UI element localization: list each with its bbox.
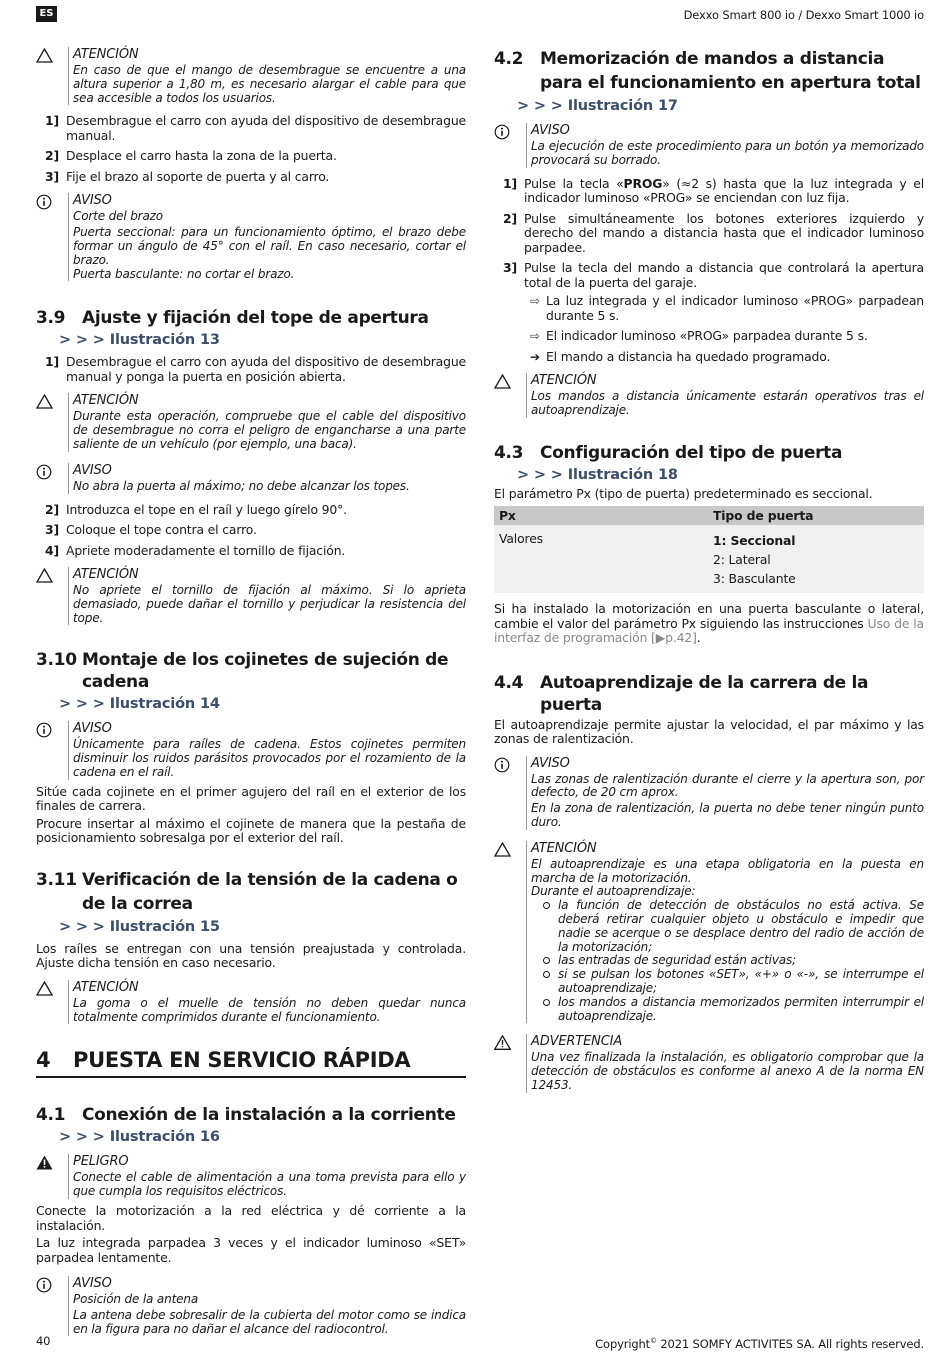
danger-notice [36, 1154, 466, 1199]
paragraph: El autoaprendizaje permite ajustar la velocidad, el par máximo y las zonas de ralentización. [494, 716, 924, 747]
illustration-link[interactable]: > > > Ilustración 15 [59, 918, 220, 935]
step: 2] Desplace el carro hasta la zona de la puerta. [45, 148, 337, 164]
step: 1] Desembrague el carro con ayuda del dispositivo de desembrague manual y ponga la puerta en posición abierta. [45, 354, 466, 384]
document-title: Dexxo Smart 800 io / Dexxo Smart 1000 io [683, 8, 924, 22]
section-heading: 3.10 Montaje de los cojinetes de sujeción de cadena [36, 650, 449, 693]
notice-text: Puerta basculante: no cortar el brazo. [73, 266, 295, 281]
paragraph: Los raíles se entregan con una tensión preajustada y controlada. Ajuste dicha tensión en caso necesario. [36, 940, 466, 971]
step: 1] Desembrague el carro con ayuda del dispositivo de desembrague manual. [45, 113, 466, 143]
attention-notice [494, 373, 924, 418]
final-result: ➔ El mando a distancia ha quedado programado. [524, 350, 924, 365]
notice-text: Durante esta operación, compruebe que el cable del dispositivo de desembrague no corra el peligro de engancharse a una parte saliente de un vehículo (por ejemplo, una baca). [73, 409, 466, 451]
notice-text: Posición de la antena [73, 1292, 199, 1307]
attention-icon [36, 567, 68, 625]
notice-title: ATENCIÓN [73, 47, 139, 62]
table-header: Px [494, 506, 708, 525]
notice-title: AVISO [531, 755, 570, 771]
warning-icon [494, 1034, 526, 1092]
notice-title: ADVERTENCIA [531, 1034, 623, 1050]
notice-title: AVISO [73, 193, 112, 209]
result-arrow-icon: ⇨ [530, 329, 540, 344]
notice-title: AVISO [73, 462, 112, 478]
info-icon [36, 721, 68, 779]
cross-reference-link[interactable]: Uso de la interfaz de programación [▶p.42] [494, 615, 924, 646]
notice-text: Únicamente para raíles de cadena. Estos cojinetes permiten disminuir los ruidos parásitos provocados por el rozamiento de la cadena en el raíl. [73, 737, 466, 780]
notice-title: AVISO [531, 123, 570, 138]
paragraph: Sitúe cada cojinete en el primer agujero del raíl en el exterior de los finales de carrera. [36, 783, 466, 814]
notice-text: Las zonas de ralentización durante el cierre y la apertura son, por defecto, de 20 cm aprox. [531, 771, 924, 800]
list-item: la función de detección de obstáculos no está activa. Se deberá retirar cualquier objeto u obstáculo e impedir que nadie se acerque o se desplace dentro del radio de acción de la motorización; [541, 899, 924, 954]
info-notice [36, 721, 466, 779]
notice-text: La goma o el muelle de tensión no deben quedar nunca totalmente comprimidos durante el funcionamiento. [73, 995, 466, 1024]
section-heading: 4.4 Autoaprendizaje de la carrera de la puerta [494, 672, 869, 715]
notice-title: ATENCIÓN [531, 373, 597, 389]
notice-title: AVISO [73, 721, 112, 737]
copyright: Copyright© 2021 SOMFY ACTIVITES SA. All rights reserved. [595, 1336, 924, 1351]
warning-notice [494, 1034, 924, 1092]
chapter-heading: 4 PUESTA EN SERVICIO RÁPIDA [36, 1046, 466, 1078]
info-notice [494, 123, 924, 168]
left-column [36, 47, 466, 1345]
danger-icon [36, 1154, 68, 1199]
attention-notice [36, 47, 466, 105]
intermediate-result: ⇨ El indicador luminoso «PROG» parpadea durante 5 s. [524, 329, 924, 344]
notice-text: Corte del brazo [73, 209, 164, 224]
list-item: si se pulsan los botones «SET», «+» o «-», se interrumpe el autoaprendizaje; [541, 968, 924, 996]
notice-text: Puerta seccional: para un funcionamiento óptimo, el brazo debe formar un ángulo de 45° con el raíl. En caso necesario, cortar el brazo. [73, 225, 466, 267]
step: 3] Coloque el tope contra el carro. [45, 522, 257, 538]
illustration-link[interactable]: > > > Ilustración 14 [59, 696, 220, 713]
paragraph: Si ha instalado la motorización en una puerta basculante o lateral, cambie el valor del parámetro Px siguiendo las instrucciones Uso de la interfaz de programación [▶p.42]. [494, 601, 924, 646]
paragraph: Procure insertar al máximo el cojinete de manera que la pestaña de posicionamiento sobresalga por el exterior del raíl. [36, 815, 466, 846]
info-notice [36, 193, 466, 281]
info-icon [36, 193, 68, 281]
step: 1] Pulse la tecla «PROG» (≈2 s) hasta que la luz integrada y el indicador luminoso «PROG» se enciendan con luz fija. [503, 175, 924, 206]
attention-notice [36, 393, 466, 451]
attention-icon [36, 393, 68, 451]
table-cell: Valores [494, 525, 708, 593]
info-icon [36, 463, 68, 494]
attention-icon [494, 373, 526, 418]
illustration-link[interactable]: > > > Ilustración 17 [517, 98, 678, 114]
notice-title: ATENCIÓN [531, 840, 597, 856]
section-heading: 3.11 Verificación de la tensión de la cadena o de la correa [36, 869, 458, 914]
notice-text: En la zona de ralentización, la puerta no debe tener ningún punto duro. [531, 801, 924, 830]
section-heading: 3.9 Ajuste y fijación del tope de apertura [36, 308, 429, 329]
paragraph: El parámetro Px (tipo de puerta) predeterminado es seccional. [494, 485, 873, 501]
notice-text: El autoaprendizaje es una etapa obligatoria en la puesta en marcha de la motorización. [531, 856, 924, 885]
attention-notice [36, 980, 466, 1025]
language-badge: ES [36, 6, 57, 22]
result-arrow-icon: ⇨ [530, 294, 540, 309]
attention-notice [494, 841, 924, 1024]
result-arrow-icon: ➔ [530, 349, 540, 364]
notice-title: AVISO [73, 1276, 112, 1292]
section-heading: 4.1 Conexión de la instalación a la corriente [36, 1105, 456, 1126]
notice-text: En caso de que el mango de desembrague se encuentre a una altura superior a 1,80 m, es necesario alargar el cable para que sea accesible a todos los usuarios. [73, 63, 466, 105]
paragraph: La luz integrada parpadea 3 veces y el indicador luminoso «SET» parpadea lentamente. [36, 1235, 466, 1265]
section-heading: 4.2 Memorización de mandos a distancia para el funcionamiento en apertura total [494, 49, 921, 93]
paragraph: Conecte la motorización a la red eléctrica y dé corriente a la instalación. [36, 1203, 466, 1233]
info-notice [36, 463, 466, 494]
notice-text: Los mandos a distancia únicamente estarán operativos tras el autoaprendizaje. [531, 389, 924, 417]
table-cell: 1: Seccional 2: Lateral 3: Basculante [708, 525, 924, 593]
notice-text: Durante el autoaprendizaje: [531, 884, 696, 899]
step: 4] Apriete moderadamente el tornillo de fijación. [45, 542, 346, 558]
notice-text: La antena debe sobresalir de la cubierta del motor como se indica en la figura para no dañar el alcance del radiocontrol. [73, 1307, 466, 1336]
table-header: Tipo de puerta [708, 506, 924, 525]
step: 3] Pulse la tecla del mando a distancia que controlará la apertura total de la puerta del garaje. [503, 260, 924, 290]
info-icon [36, 1276, 68, 1336]
info-icon [494, 756, 526, 830]
right-column [494, 47, 924, 1102]
attention-icon [36, 47, 68, 105]
page-number: 40 [36, 1334, 51, 1348]
intermediate-result: ⇨ La luz integrada y el indicador luminoso «PROG» parpadean durante 5 s. [524, 294, 924, 323]
notice-title: ATENCIÓN [73, 393, 139, 409]
notice-title: PELIGRO [73, 1154, 129, 1170]
notice-title: ATENCIÓN [73, 567, 139, 583]
info-notice [494, 756, 924, 830]
step: 2] Introduzca el tope en el raíl y luego gírelo 90°. [45, 501, 347, 517]
attention-icon [494, 841, 526, 1024]
list-item: los mandos a distancia memorizados permiten interrumpir el autoaprendizaje. [541, 996, 924, 1024]
attention-notice [36, 567, 466, 625]
notice-title: ATENCIÓN [73, 979, 139, 995]
notice-text: Conecte el cable de alimentación a una toma prevista para ello y que cumpla los requisitos eléctricos. [73, 1170, 466, 1199]
attention-icon [36, 980, 68, 1025]
notice-text: No abra la puerta al máximo; no debe alcanzar los topes. [73, 478, 410, 493]
info-icon [494, 123, 526, 168]
bullet-list [541, 899, 924, 1023]
illustration-link[interactable]: > > > Ilustración 13 [59, 332, 220, 349]
illustration-link[interactable]: > > > Ilustración 16 [59, 1129, 220, 1146]
step: 2] Pulse simultáneamente los botones exteriores izquierdo y derecho del mando a distancia hasta que el indicador luminoso parpadee. [503, 210, 924, 255]
parameter-table [494, 506, 924, 593]
notice-text: No apriete el tornillo de fijación al máximo. Si lo aprieta demasiado, puede dañar el tornillo y perjudicar la resistencia del tope. [73, 583, 466, 625]
notice-text: Una vez finalizada la instalación, es obligatorio comprobar que la detección de obstáculos es conforme al anexo A de la norma EN 12453. [531, 1050, 924, 1093]
illustration-link[interactable]: > > > Ilustración 18 [517, 466, 678, 483]
notice-text: La ejecución de este procedimiento para un botón ya memorizado provocará su borrado. [531, 139, 924, 167]
list-item: las entradas de seguridad están activas; [541, 954, 924, 968]
info-notice [36, 1276, 466, 1336]
step: 3] Fije el brazo al soporte de puerta y al carro. [45, 168, 330, 184]
section-heading: 4.3 Configuración del tipo de puerta [494, 442, 843, 463]
